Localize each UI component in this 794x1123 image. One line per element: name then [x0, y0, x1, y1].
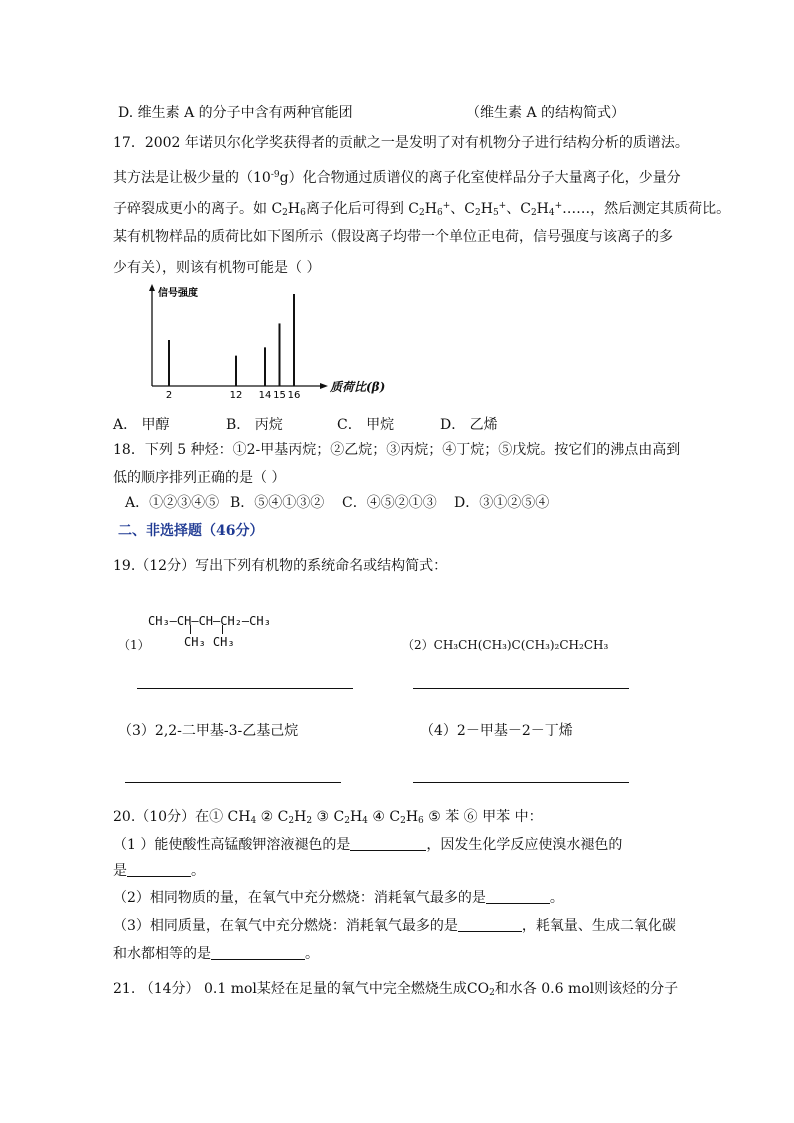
answer-blank-3[interactable] — [486, 890, 550, 904]
y-axis-arrow — [149, 284, 155, 291]
q17-line-4: 某有机物样品的质荷比如下图所示（假设离子均带一个单位正电荷，信号强度与该离子的多 — [113, 229, 673, 245]
q20-part-1-cont: 是 。 — [113, 863, 205, 879]
q20-part-3: （3）相同质量，在氧气中充分燃烧：消耗氧气最多的是 ，耗氧量、生成二氧化碳 — [113, 918, 676, 934]
q19-item-4: （4）2－甲基－2－丁烯 — [420, 723, 573, 739]
q21-line: 21. （14分） 0.1 mol某烃在足量的氧气中完全燃烧生成$CO_2$和水各 0.6 mol则该烃的分子 — [113, 981, 679, 998]
q18-option-d: D．③①②⑤④ — [454, 495, 550, 511]
q17-option-a: A． 甲醇 — [113, 417, 170, 433]
q20-part-1: （1 ）能使酸性高锰酸钾溶液褪色的是 ，因发生化学反应使溴水褪色的 — [113, 837, 623, 853]
x-axis-label: 质荷比(β) — [330, 380, 386, 394]
answer-line-3[interactable] — [125, 782, 341, 783]
answer-line-2[interactable] — [413, 688, 629, 689]
answer-blank-5[interactable] — [211, 946, 305, 960]
q19-label-1: （1） — [118, 638, 150, 652]
tick-label-14: 14 — [258, 390, 272, 401]
q17-line-3: 子碎裂成更小的离子。如 $C_2H_6$离子化后可得到 $C_2H_6^+$、$C_2H_5^+$、$C_2H_4^+\dots\dots$，然后测定其质荷比。 — [113, 201, 731, 218]
q18-option-c: C．④⑤②①③ — [342, 495, 437, 511]
q18-line-1: 18．下列 5 种烃：①2-甲基丙烷；②乙烷；③丙烷；④丁烷；⑤戊烷。按它们的沸点由高到 — [113, 442, 681, 458]
q19-structure-main: CH₃—CH—CH—CH₂—CH₃ — [148, 614, 271, 628]
tick-label-2: 2 — [165, 390, 173, 401]
section-title: 二、非选择题（46分） — [118, 523, 264, 539]
y-axis-label: 信号强度 — [158, 288, 198, 299]
mass-spectrum-chart — [140, 282, 345, 402]
q20-part-3-cont: 和水都相等的是 。 — [113, 946, 319, 962]
q17-option-d: D． 乙烯 — [440, 417, 498, 433]
q18-line-2: 低的顺序排列正确的是（ ） — [113, 470, 286, 486]
q17-option-c: C． 甲烷 — [337, 417, 395, 433]
answer-line-4[interactable] — [413, 782, 629, 783]
q17-line-2: 其方法是让极少量的$(10^{-9}g)$化合物通过质谱仪的离子化室使样品分子大量离子化，少量分 — [113, 170, 681, 186]
answer-blank-2[interactable] — [127, 863, 191, 877]
q19-structure-sub: CH₃ CH₃ — [184, 635, 235, 649]
answer-blank-1[interactable] — [350, 837, 426, 851]
q16-option-d: D. 维生素 A 的分子中含有两种官能团 — [118, 105, 353, 121]
q19-item-2: （2）CH₃CH(CH₃)C(CH₃)₂CH₂CH₃ — [402, 638, 609, 652]
q16-caption: （维生素 A 的结构简式） — [466, 105, 626, 121]
q19-item-3: （3）2,2-二甲基-3-乙基己烷 — [118, 723, 299, 739]
q18-option-a: A．①②③④⑤ — [125, 495, 220, 511]
tick-label-16: 16 — [287, 390, 301, 401]
answer-blank-4[interactable] — [458, 918, 522, 932]
x-axis-arrow — [320, 383, 328, 389]
tick-label-12: 12 — [229, 390, 243, 401]
q18-option-b: B．⑤④①③② — [230, 495, 325, 511]
q17-line-1: 17．2002 年诺贝尔化学奖获得者的贡献之一是发明了对有机物分子进行结构分析的质谱法。 — [113, 135, 689, 151]
q20-part-2: （2）相同物质的量，在氧气中充分燃烧：消耗氧气最多的是 。 — [113, 890, 564, 906]
answer-line-1[interactable] — [137, 688, 353, 689]
q17-line-5: 少有关），则该有机物可能是（ ） — [113, 260, 321, 276]
tick-label-15: 15 — [273, 390, 286, 401]
q19-intro: 19.（12分）写出下列有机物的系统命名或结构简式： — [113, 558, 448, 574]
q17-option-b: B． 丙烷 — [226, 417, 283, 433]
q20-intro: 20.（10分）在① $CH_4$ ② $C_2H_2$ ③ $C_2H_4$ ④ $C_2H_6$ ⑤ 苯 ⑥ 甲苯 中： — [113, 809, 543, 826]
